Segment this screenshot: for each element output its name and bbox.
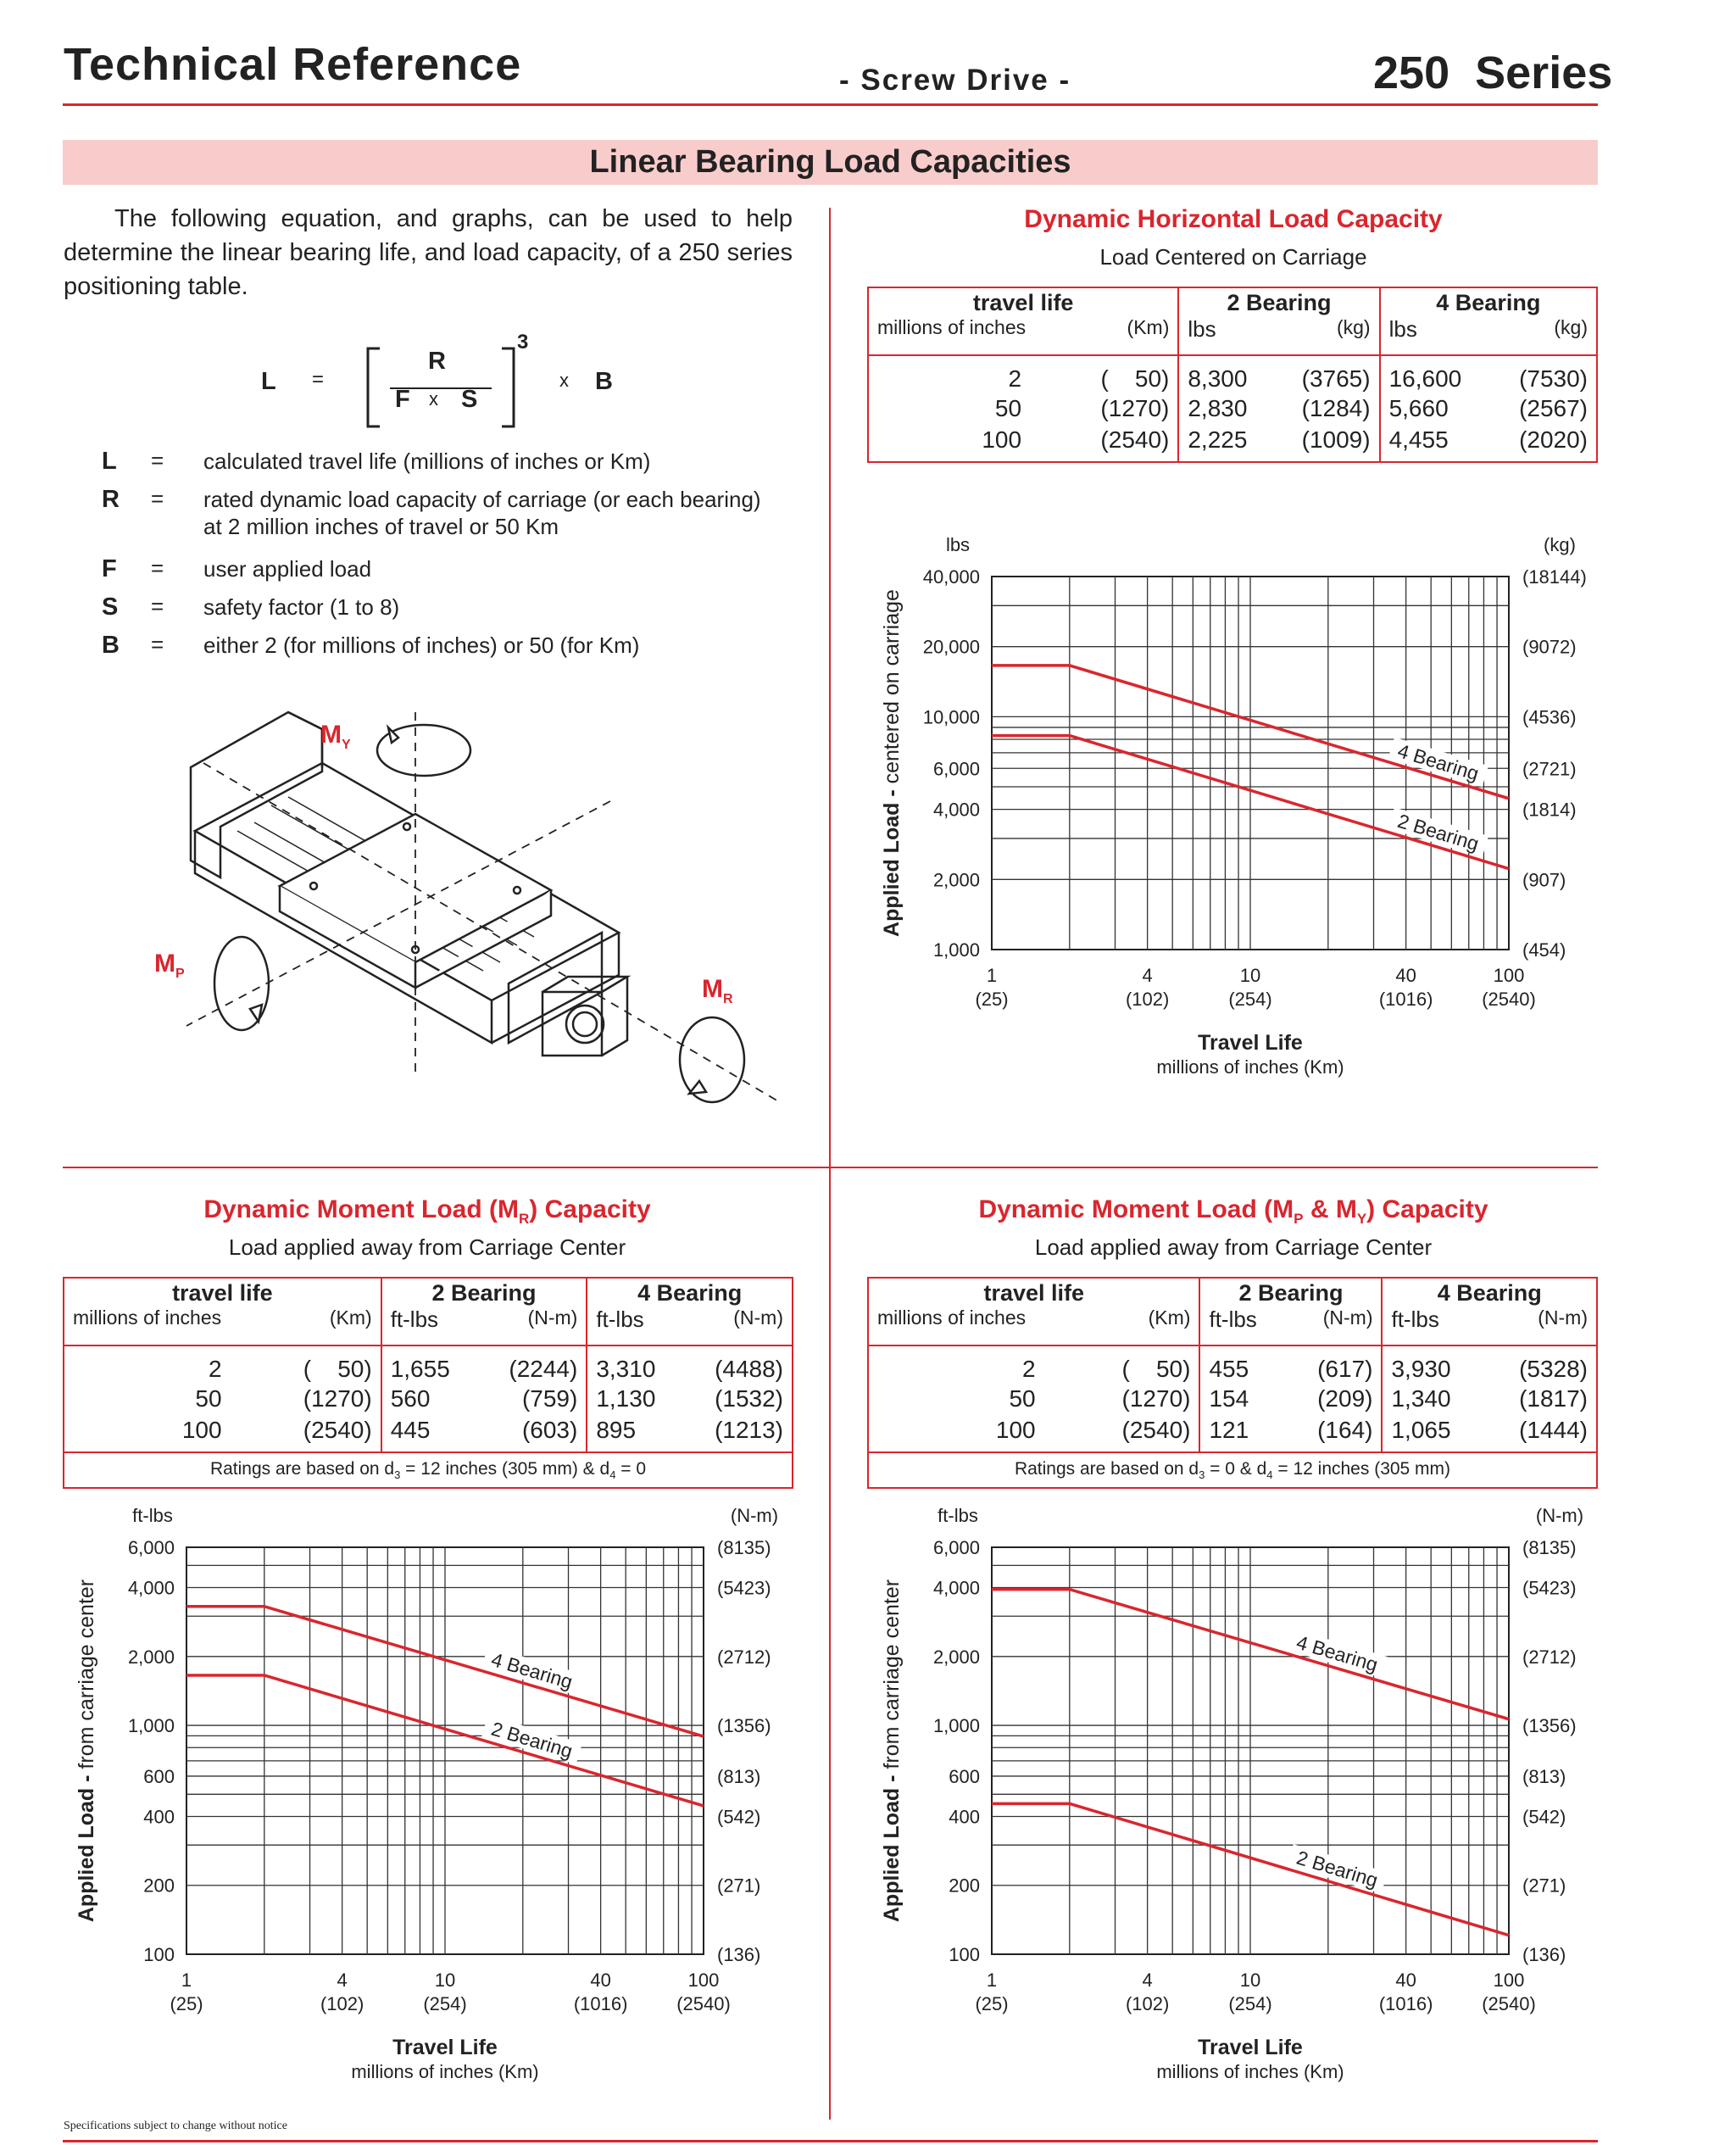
label-my [320,721,351,753]
cell-4b-metric: (2020) [1519,426,1588,453]
cell-travel-km: (2540) [1100,426,1170,453]
x-tick-label-metric: (25) [170,1993,203,2014]
x-tick-label-metric: (254) [423,1993,467,2014]
cell-4b-metric: (1213) [715,1416,783,1443]
x-tick-label-metric: (2540) [676,1993,731,2014]
ratings-note [868,1452,1597,1488]
horizontal-capacity-table [867,287,1598,463]
x-tick-label-metric: (1016) [573,1993,628,2014]
th-4-bearing: 4 Bearing [587,1278,793,1306]
ratings-note [64,1452,793,1488]
y-tick-label-metric: (136) [717,1944,761,1965]
unit-2b-primary: ft-lbs [381,1306,478,1346]
label-mr-sub: R [723,992,733,1006]
y-tick-label: 6,000 [932,1537,980,1558]
unit-4b-primary: lbs [1380,316,1491,355]
note-sub: 4 [609,1468,616,1482]
title-part: Dynamic Moment Load (M [203,1195,520,1223]
label-mr-m: M [702,975,723,1003]
y-tick-label-metric: (454) [1522,939,1566,961]
x-tick-label: 1 [181,1970,192,1991]
cell-travel-km: ( 50) [1072,355,1178,393]
th-4-bearing: 4 Bearing [1380,287,1597,316]
th-travel-life: travel life [983,1280,1085,1306]
cell-2b-primary: 154 [1199,1383,1286,1414]
x-tick-label: 10 [1239,965,1261,986]
x-axis-sublabel: millions of inches (Km) [1156,2061,1344,2082]
cell-travel-km: (2540) [1121,1416,1191,1443]
cell-4b-metric: (1532) [715,1384,783,1412]
series-label: 2 Bearing [488,1717,576,1763]
def-eq: = [151,632,164,657]
y-axis-label: Applied Load - from carriage center [880,1579,904,1923]
x-axis-sublabel: millions of inches (Km) [1156,1056,1344,1078]
title-part: & M [1303,1195,1357,1223]
x-tick-label: 1 [986,965,998,986]
positioning-table-diagram [144,704,805,1128]
def-text: user applied load [203,556,372,582]
series-label: 4 Bearing [1294,1630,1381,1676]
label-my-sub: Y [342,738,351,752]
note-sub: 4 [1266,1468,1273,1482]
unit-2b-primary: ft-lbs [1199,1306,1286,1346]
cell-travel-km: ( 50) [273,1346,381,1383]
x-tick-label: 40 [1395,965,1416,986]
cell-travel-mi: 50 [195,1384,222,1412]
eq-exponent: 3 [517,331,529,354]
series-word: Series [1475,47,1613,98]
series-label: 4 Bearing [1394,739,1482,785]
unit-2b-metric: (N-m) [1322,1306,1373,1329]
note-part: Ratings are based on d [209,1458,395,1479]
unit-4b-metric: (N-m) [733,1306,783,1329]
roll-axis [203,763,780,1102]
series-number: 250 [1373,47,1450,98]
y-tick-label: 400 [949,1806,980,1828]
cell-2b-metric: (603) [521,1416,578,1443]
cell-travel-km: (1270) [303,1384,372,1412]
eq-equals: = [312,368,325,391]
label-mp [154,950,185,982]
th-2-bearing: 2 Bearing [1178,287,1379,316]
cell-4b-metric: (2567) [1519,394,1588,421]
th-travel-life: travel life [972,290,1074,315]
unit-km: (Km) [1148,1306,1191,1329]
y-tick-label: 2,000 [932,1646,980,1668]
y-tick-label: 4,000 [932,799,980,821]
cell-travel-mi: 100 [995,1416,1036,1443]
def-key: F [102,555,117,582]
y-tick-label: 40,000 [922,566,980,588]
cell-2b-metric: (617) [1286,1346,1382,1383]
moment-r-title [63,1195,792,1228]
cell-2b-metric: (1009) [1301,426,1371,453]
y-tick-label: 6,000 [127,1537,175,1558]
eq-lhs: L [261,368,276,395]
x-tick-label-metric: (25) [975,989,1009,1010]
y-tick-label: 200 [143,1875,175,1897]
y-tick-label-metric: (5423) [1522,1577,1577,1599]
unit-2b-primary: lbs [1178,316,1273,355]
cell-travel-km: (1270) [1121,1384,1191,1412]
column-divider [829,208,831,2120]
x-tick-label: 10 [1239,1970,1261,1991]
def-key: B [102,632,120,659]
horizontal-title: Dynamic Horizontal Load Capacity [1024,205,1443,233]
y-tick-label-metric: (9072) [1522,636,1577,658]
eq-b: B [595,368,613,395]
cell-2b-metric: (2244) [478,1346,587,1383]
table-base-front [492,933,619,1043]
eq-den-x: x [429,388,438,410]
cell-2b-primary: 455 [1199,1346,1286,1383]
y-tick-label: 20,000 [922,636,980,658]
cell-2b-metric: (209) [1317,1384,1373,1412]
th-2-bearing: 2 Bearing [1199,1278,1382,1306]
moment-py-load-chart [873,1496,1602,2098]
moment-py-capacity-table [867,1277,1598,1489]
y-tick-label-metric: (542) [717,1806,761,1828]
cell-4b-metric: (5328) [1483,1346,1597,1383]
title-sub: P [1294,1211,1304,1227]
y-axis-label: Applied Load - from carriage center [75,1579,98,1923]
header-rule [63,103,1598,106]
roll-arrowhead [689,1081,706,1094]
unit-km: (Km) [329,1306,372,1329]
eq-numerator: R [428,348,446,375]
title-part: ) Capacity [1366,1195,1488,1223]
def-text: either 2 (for millions of inches) or 50 (for Km) [203,632,640,658]
cell-2b-primary: 2,830 [1178,393,1273,424]
cell-2b-metric: (759) [521,1384,578,1412]
title-sub: R [519,1211,530,1227]
x-tick-label: 4 [1142,1970,1153,1991]
label-mr [702,975,733,1007]
x-tick-label-metric: (1016) [1378,989,1433,1010]
x-tick-label: 4 [1142,965,1153,986]
x-tick-label-metric: (2540) [1482,1993,1536,2014]
x-axis-sublabel: millions of inches (Km) [351,2061,539,2082]
def-eq: = [151,486,164,511]
cell-2b-primary: 560 [381,1383,478,1414]
roll-rotation-arrow [680,1017,744,1102]
x-tick-label-metric: (2540) [1482,989,1536,1010]
horizontal-load-chart [873,526,1602,1085]
y-tick-label-metric: (2721) [1522,758,1577,780]
x-tick-label: 40 [590,1970,611,1991]
cell-4b-primary: 1,340 [1382,1383,1483,1414]
y-unit-right: (kg) [1544,534,1576,555]
def-key: L [102,448,117,475]
x-tick-label: 1 [986,1970,998,1991]
unit-2b-metric: (N-m) [527,1306,578,1329]
def-text: rated dynamic load capacity of carriage (or each bearing) at 2 million inches of travel or 50 Km [203,487,761,539]
x-tick-label-metric: (254) [1228,989,1272,1010]
def-key: R [102,486,120,513]
y-tick-label-metric: (907) [1522,869,1566,891]
def-eq: = [151,593,164,619]
cell-4b-metric: (1817) [1519,1384,1588,1412]
cell-2b-primary: 121 [1199,1414,1286,1446]
intro-text [64,202,793,304]
cell-4b-primary: 16,600 [1380,355,1491,393]
y-tick-label-metric: (271) [1522,1875,1566,1897]
x-tick-label: 4 [337,1970,348,1991]
def-text: safety factor (1 to 8) [203,594,400,620]
def-eq: = [151,555,164,581]
y-tick-label-metric: (136) [1522,1944,1566,1965]
y-unit-right: (N-m) [1535,1505,1584,1526]
cell-4b-metric: (7530) [1491,355,1597,393]
y-tick-label: 4,000 [932,1577,980,1599]
cell-2b-primary: 1,655 [381,1346,478,1383]
life-equation [254,331,678,432]
moment-r-capacity-table [63,1277,793,1489]
x-tick-label: 40 [1395,1970,1416,1991]
x-tick-label-metric: (1016) [1378,1993,1433,2014]
y-tick-label: 100 [949,1944,980,1965]
x-tick-label: 10 [434,1970,456,1991]
x-tick-label-metric: (102) [1125,989,1170,1010]
moment-r-load-chart [68,1496,797,2098]
cell-2b-primary: 445 [381,1414,478,1446]
def-eq: = [151,448,164,473]
unit-millions-inches: millions of inches [877,1306,1027,1329]
cell-2b-primary: 2,225 [1178,424,1273,455]
y-tick-label-metric: (8135) [717,1537,771,1558]
y-tick-label: 200 [949,1875,980,1897]
cell-4b-primary: 895 [587,1414,683,1446]
cell-4b-metric: (1444) [1519,1416,1588,1443]
cell-2b-metric: (3765) [1273,355,1379,393]
intro-content: The following equation, and graphs, can be used to help determine the linear bearing life, and load capacity, of a 250 series positioning table. [64,205,793,300]
x-tick-label: 100 [1493,1970,1525,1991]
y-tick-label-metric: (18144) [1522,566,1587,588]
cell-travel-mi: 2 [64,1346,273,1383]
y-tick-label-metric: (813) [1522,1765,1566,1787]
y-tick-label: 1,000 [932,939,980,961]
unit-2b-metric: (kg) [1336,316,1371,338]
cell-4b-primary: 1,065 [1382,1414,1483,1446]
cell-travel-mi: 2 [868,1346,1087,1383]
y-axis-label: Applied Load - centered on carriage [880,589,904,937]
left-end-edge [288,712,322,767]
y-tick-label: 2,000 [932,869,980,891]
x-tick-label-metric: (102) [1125,1993,1170,2014]
def-text: calculated travel life (millions of inches or Km) [203,448,651,474]
eq-den-s: S [461,386,478,413]
y-tick-label-metric: (8135) [1522,1537,1577,1558]
th-travel-life: travel life [172,1280,273,1306]
series-label: 2 Bearing [1294,1846,1381,1892]
x-tick-label-metric: (25) [975,1993,1009,2014]
horizontal-subtitle: Load Centered on Carriage [1099,244,1367,270]
y-tick-label: 4,000 [127,1577,175,1599]
label-mp-m: M [154,950,175,978]
cell-travel-mi: 100 [982,426,1022,453]
series-label: 4 Bearing [488,1647,576,1693]
y-tick-label-metric: (2712) [1522,1646,1577,1668]
cell-4b-primary: 3,930 [1382,1346,1483,1383]
cell-2b-metric: (164) [1317,1416,1373,1443]
y-tick-label: 1,000 [932,1715,980,1737]
motor-mount-top [542,977,627,992]
cell-2b-primary: 8,300 [1178,355,1273,393]
y-tick-label-metric: (542) [1522,1806,1566,1828]
y-tick-label: 1,000 [127,1715,175,1737]
x-tick-label-metric: (254) [1228,1993,1272,2014]
y-unit-left: ft-lbs [938,1505,978,1526]
cell-travel-mi: 50 [994,394,1022,421]
y-tick-label-metric: (813) [717,1765,761,1787]
footer-rule [63,2140,1598,2142]
note-part: = 0 & d [1205,1458,1267,1479]
y-tick-label: 6,000 [932,758,980,780]
unit-4b-metric: (kg) [1554,316,1588,338]
cell-travel-km: (2540) [303,1416,372,1443]
x-tick-label-metric: (102) [320,1993,364,2014]
title-part: Dynamic Moment Load (M [978,1195,1294,1223]
footer-note: Specifications subject to change without notice [64,2120,287,2132]
cell-4b-metric: (4488) [684,1346,793,1383]
cell-travel-km: (1270) [1100,394,1170,421]
note-sub: 3 [394,1468,401,1482]
title-part: ) Capacity [529,1195,651,1223]
note-sub: 3 [1199,1468,1205,1482]
label-my-m: M [320,721,342,749]
y-tick-label: 600 [143,1765,175,1787]
y-tick-label-metric: (271) [717,1875,761,1897]
row-divider [63,1167,1598,1168]
note-part: = 12 inches (305 mm) [1272,1458,1451,1479]
y-tick-label-metric: (5423) [717,1577,771,1599]
cell-travel-mi: 2 [868,355,1072,393]
series-label [1373,47,1612,99]
cell-travel-mi: 50 [1009,1384,1036,1412]
y-tick-label: 2,000 [127,1646,175,1668]
note-part: = 12 inches (305 mm) & d [400,1458,610,1479]
moment-py-title [865,1195,1602,1228]
cell-4b-primary: 4,455 [1380,424,1491,455]
note-part: = 0 [615,1458,647,1479]
y-tick-label-metric: (1814) [1522,799,1577,821]
unit-4b-primary: ft-lbs [1382,1306,1483,1346]
note-part: Ratings are based on d [1014,1458,1199,1479]
label-mp-sub: P [175,967,185,981]
cell-2b-metric: (1284) [1301,394,1371,421]
section-banner: Linear Bearing Load Capacities [63,140,1598,185]
x-axis-label: Travel Life [392,2036,498,2059]
y-tick-label-metric: (1356) [717,1715,771,1737]
y-tick-label: 600 [949,1765,980,1787]
th-2-bearing: 2 Bearing [381,1278,587,1306]
cell-4b-primary: 1,130 [587,1383,683,1414]
eq-den-f: F [395,386,410,413]
y-tick-label-metric: (1356) [1522,1715,1577,1737]
x-axis-label: Travel Life [1198,1031,1303,1055]
def-key: S [102,593,119,621]
cell-4b-primary: 5,660 [1380,393,1491,424]
y-tick-label-metric: (4536) [1522,706,1577,728]
y-tick-label: 10,000 [922,706,980,728]
eq-times: x [559,370,569,391]
y-unit-left: lbs [945,534,971,555]
y-unit-right: (N-m) [730,1505,779,1526]
x-axis-label: Travel Life [1198,2036,1303,2059]
x-tick-label: 100 [687,1970,720,1991]
th-4-bearing: 4 Bearing [1382,1278,1597,1306]
moment-r-subtitle: Load applied away from Carriage Center [228,1234,626,1260]
y-tick-label-metric: (2712) [717,1646,771,1668]
cell-travel-km: ( 50) [1087,1346,1200,1383]
unit-millions-inches: millions of inches [73,1306,222,1329]
cell-travel-mi: 100 [181,1416,222,1443]
series-label: 2 Bearing [1394,809,1482,855]
unit-4b-primary: ft-lbs [587,1306,683,1346]
unit-km: (Km) [1127,316,1170,338]
x-tick-label: 100 [1493,965,1525,986]
moment-py-subtitle: Load applied away from Carriage Center [1034,1234,1433,1260]
y-unit-left: ft-lbs [132,1505,173,1526]
cell-4b-primary: 3,310 [587,1346,683,1383]
unit-4b-metric: (N-m) [1538,1306,1588,1329]
motor-bore [566,1006,604,1043]
unit-millions-inches: millions of inches [877,316,1027,338]
title-sub: Y [1356,1211,1367,1227]
y-tick-label: 400 [143,1806,175,1828]
page-title: Technical Reference [64,39,522,90]
page-subtitle: - Screw Drive - [839,64,1071,97]
y-tick-label: 100 [143,1944,175,1965]
motor-bore-inner [573,1012,597,1036]
